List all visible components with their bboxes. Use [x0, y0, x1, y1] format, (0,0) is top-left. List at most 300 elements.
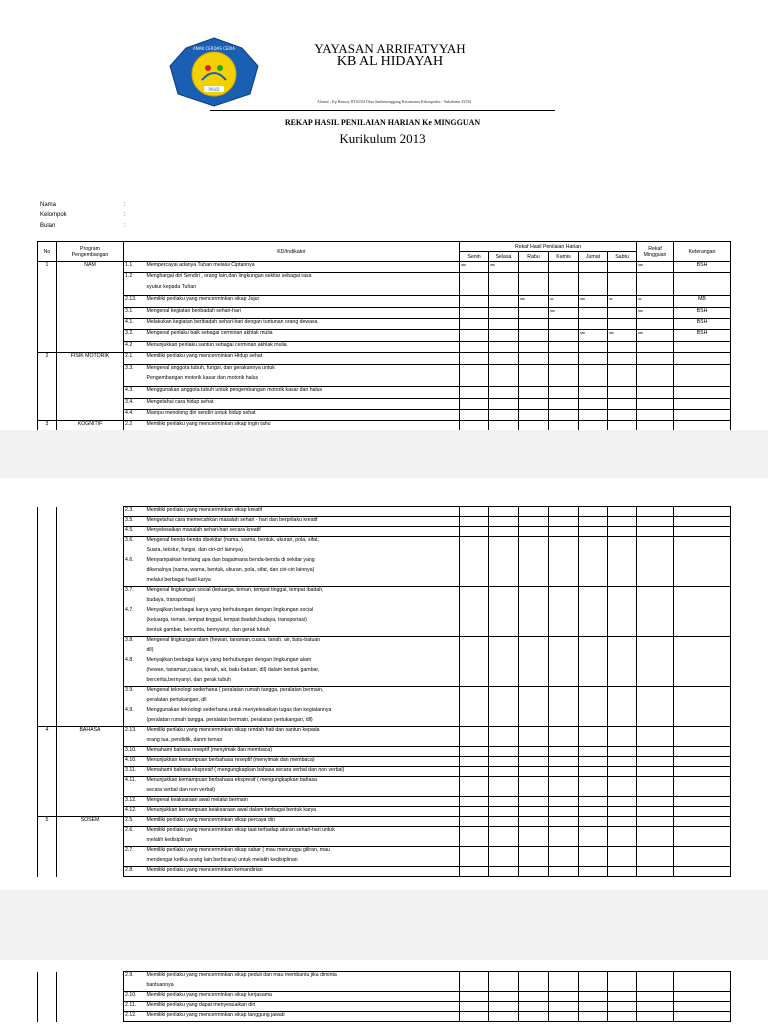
weekly-score-cell[interactable]: [637, 517, 674, 527]
day-score-cell[interactable]: [608, 687, 637, 697]
keterangan-cell[interactable]: [674, 787, 731, 797]
day-score-cell[interactable]: [579, 273, 608, 284]
day-score-cell[interactable]: [489, 807, 519, 817]
weekly-score-cell[interactable]: [637, 807, 674, 817]
day-score-cell[interactable]: [519, 597, 549, 607]
day-score-cell[interactable]: [489, 296, 519, 307]
keterangan-cell[interactable]: [674, 410, 731, 421]
day-score-cell[interactable]: [460, 398, 489, 409]
day-score-cell[interactable]: [519, 284, 549, 295]
day-score-cell[interactable]: [489, 1002, 519, 1012]
keterangan-cell[interactable]: [674, 737, 731, 747]
day-score-cell[interactable]: [549, 567, 579, 577]
day-score-cell[interactable]: [489, 557, 519, 567]
day-score-cell[interactable]: [460, 747, 489, 757]
day-score-cell[interactable]: [549, 687, 579, 697]
day-score-cell[interactable]: [579, 677, 608, 687]
day-score-cell[interactable]: [519, 637, 549, 647]
day-score-cell[interactable]: [608, 837, 637, 847]
day-score-cell[interactable]: [489, 677, 519, 687]
day-score-cell[interactable]: [460, 817, 489, 827]
keterangan-cell[interactable]: [674, 507, 731, 517]
weekly-score-cell[interactable]: [637, 330, 674, 341]
day-score-cell[interactable]: [489, 757, 519, 767]
day-score-cell[interactable]: [489, 1012, 519, 1022]
keterangan-cell[interactable]: [674, 972, 731, 982]
keterangan-cell[interactable]: [674, 527, 731, 537]
day-score-cell[interactable]: [460, 837, 489, 847]
day-score-cell[interactable]: [608, 797, 637, 807]
day-score-cell[interactable]: [519, 982, 549, 992]
weekly-score-cell[interactable]: [637, 687, 674, 697]
day-score-cell[interactable]: [519, 330, 549, 341]
day-score-cell[interactable]: [579, 697, 608, 707]
keterangan-cell[interactable]: [674, 647, 731, 657]
day-score-cell[interactable]: [519, 577, 549, 587]
day-score-cell[interactable]: [579, 992, 608, 1002]
keterangan-cell[interactable]: [674, 857, 731, 867]
weekly-score-cell[interactable]: [637, 557, 674, 567]
day-score-cell[interactable]: [579, 284, 608, 295]
day-score-cell[interactable]: [549, 547, 579, 557]
day-score-cell[interactable]: [608, 421, 637, 430]
keterangan-cell[interactable]: [674, 353, 731, 364]
day-score-cell[interactable]: [519, 375, 549, 386]
keterangan-cell[interactable]: [674, 717, 731, 727]
day-score-cell[interactable]: [489, 547, 519, 557]
day-score-cell[interactable]: [549, 717, 579, 727]
weekly-score-cell[interactable]: [637, 262, 674, 273]
day-score-cell[interactable]: [549, 837, 579, 847]
day-score-cell[interactable]: [460, 273, 489, 284]
day-score-cell[interactable]: [519, 410, 549, 421]
day-score-cell[interactable]: [549, 557, 579, 567]
weekly-score-cell[interactable]: [637, 667, 674, 677]
day-score-cell[interactable]: [608, 375, 637, 386]
keterangan-cell[interactable]: [674, 517, 731, 527]
day-score-cell[interactable]: [579, 387, 608, 398]
day-score-cell[interactable]: [549, 607, 579, 617]
day-score-cell[interactable]: [519, 587, 549, 597]
day-score-cell[interactable]: [608, 717, 637, 727]
day-score-cell[interactable]: [460, 318, 489, 329]
day-score-cell[interactable]: [519, 847, 549, 857]
day-score-cell[interactable]: [460, 410, 489, 421]
day-score-cell[interactable]: [579, 827, 608, 837]
day-score-cell[interactable]: [460, 627, 489, 637]
day-score-cell[interactable]: [608, 747, 637, 757]
day-score-cell[interactable]: [608, 757, 637, 767]
keterangan-cell[interactable]: [674, 797, 731, 807]
keterangan-cell[interactable]: [674, 657, 731, 667]
keterangan-cell[interactable]: [674, 627, 731, 637]
day-score-cell[interactable]: [549, 421, 579, 430]
day-score-cell[interactable]: [489, 507, 519, 517]
day-score-cell[interactable]: [579, 617, 608, 627]
day-score-cell[interactable]: [489, 787, 519, 797]
day-score-cell[interactable]: [489, 364, 519, 375]
day-score-cell[interactable]: [608, 817, 637, 827]
day-score-cell[interactable]: [519, 527, 549, 537]
day-score-cell[interactable]: [489, 341, 519, 352]
day-score-cell[interactable]: [519, 657, 549, 667]
day-score-cell[interactable]: [579, 667, 608, 677]
day-score-cell[interactable]: [489, 657, 519, 667]
day-score-cell[interactable]: [519, 617, 549, 627]
day-score-cell[interactable]: [608, 697, 637, 707]
day-score-cell[interactable]: [549, 410, 579, 421]
day-score-cell[interactable]: [489, 398, 519, 409]
keterangan-cell[interactable]: [674, 827, 731, 837]
day-score-cell[interactable]: [519, 697, 549, 707]
weekly-score-cell[interactable]: [637, 273, 674, 284]
keterangan-cell[interactable]: MB: [674, 296, 731, 307]
day-score-cell[interactable]: [519, 972, 549, 982]
weekly-score-cell[interactable]: [637, 567, 674, 577]
day-score-cell[interactable]: [460, 972, 489, 982]
day-score-cell[interactable]: [579, 577, 608, 587]
day-score-cell[interactable]: [489, 318, 519, 329]
day-score-cell[interactable]: [519, 353, 549, 364]
day-score-cell[interactable]: [579, 410, 608, 421]
day-score-cell[interactable]: [579, 330, 608, 341]
day-score-cell[interactable]: [460, 387, 489, 398]
day-score-cell[interactable]: [608, 517, 637, 527]
weekly-score-cell[interactable]: [637, 657, 674, 667]
day-score-cell[interactable]: [549, 517, 579, 527]
day-score-cell[interactable]: [579, 757, 608, 767]
day-score-cell[interactable]: [460, 364, 489, 375]
day-score-cell[interactable]: [579, 627, 608, 637]
day-score-cell[interactable]: [460, 507, 489, 517]
day-score-cell[interactable]: [489, 527, 519, 537]
day-score-cell[interactable]: [549, 857, 579, 867]
weekly-score-cell[interactable]: [637, 284, 674, 295]
day-score-cell[interactable]: [608, 867, 637, 877]
day-score-cell[interactable]: [489, 827, 519, 837]
day-score-cell[interactable]: [460, 637, 489, 647]
day-score-cell[interactable]: [549, 262, 579, 273]
day-score-cell[interactable]: [549, 787, 579, 797]
day-score-cell[interactable]: [549, 847, 579, 857]
day-score-cell[interactable]: [460, 992, 489, 1002]
weekly-score-cell[interactable]: [637, 717, 674, 727]
day-score-cell[interactable]: [549, 707, 579, 717]
day-score-cell[interactable]: [549, 507, 579, 517]
day-score-cell[interactable]: [489, 627, 519, 637]
day-score-cell[interactable]: [549, 537, 579, 547]
day-score-cell[interactable]: [549, 364, 579, 375]
day-score-cell[interactable]: [579, 307, 608, 318]
day-score-cell[interactable]: [608, 607, 637, 617]
weekly-score-cell[interactable]: [637, 296, 674, 307]
day-score-cell[interactable]: [549, 747, 579, 757]
day-score-cell[interactable]: [460, 737, 489, 747]
day-score-cell[interactable]: [608, 547, 637, 557]
day-score-cell[interactable]: [579, 1002, 608, 1012]
weekly-score-cell[interactable]: [637, 857, 674, 867]
weekly-score-cell[interactable]: [637, 797, 674, 807]
day-score-cell[interactable]: [519, 1012, 549, 1022]
day-score-cell[interactable]: [489, 797, 519, 807]
day-score-cell[interactable]: [489, 717, 519, 727]
day-score-cell[interactable]: [608, 307, 637, 318]
day-score-cell[interactable]: [460, 727, 489, 737]
day-score-cell[interactable]: [579, 547, 608, 557]
keterangan-cell[interactable]: [674, 617, 731, 627]
day-score-cell[interactable]: [549, 867, 579, 877]
day-score-cell[interactable]: [549, 737, 579, 747]
day-score-cell[interactable]: [608, 727, 637, 737]
day-score-cell[interactable]: [579, 637, 608, 647]
day-score-cell[interactable]: [489, 587, 519, 597]
day-score-cell[interactable]: [608, 847, 637, 857]
day-score-cell[interactable]: [460, 341, 489, 352]
day-score-cell[interactable]: [608, 787, 637, 797]
keterangan-cell[interactable]: [674, 364, 731, 375]
weekly-score-cell[interactable]: [637, 747, 674, 757]
day-score-cell[interactable]: [608, 637, 637, 647]
day-score-cell[interactable]: [549, 296, 579, 307]
day-score-cell[interactable]: [489, 747, 519, 757]
day-score-cell[interactable]: [579, 607, 608, 617]
day-score-cell[interactable]: [460, 296, 489, 307]
day-score-cell[interactable]: [519, 1002, 549, 1012]
day-score-cell[interactable]: [579, 777, 608, 787]
day-score-cell[interactable]: [579, 587, 608, 597]
weekly-score-cell[interactable]: [637, 398, 674, 409]
day-score-cell[interactable]: [549, 1002, 579, 1012]
keterangan-cell[interactable]: [674, 847, 731, 857]
day-score-cell[interactable]: [460, 353, 489, 364]
weekly-score-cell[interactable]: [637, 637, 674, 647]
day-score-cell[interactable]: [608, 1012, 637, 1022]
weekly-score-cell[interactable]: [637, 817, 674, 827]
day-score-cell[interactable]: [549, 330, 579, 341]
day-score-cell[interactable]: [460, 1002, 489, 1012]
day-score-cell[interactable]: [519, 507, 549, 517]
day-score-cell[interactable]: [608, 857, 637, 867]
weekly-score-cell[interactable]: [637, 1002, 674, 1012]
weekly-score-cell[interactable]: [637, 1012, 674, 1022]
day-score-cell[interactable]: [549, 677, 579, 687]
day-score-cell[interactable]: [579, 797, 608, 807]
day-score-cell[interactable]: [608, 353, 637, 364]
day-score-cell[interactable]: [460, 617, 489, 627]
day-score-cell[interactable]: [549, 307, 579, 318]
weekly-score-cell[interactable]: [637, 697, 674, 707]
day-score-cell[interactable]: [579, 527, 608, 537]
keterangan-cell[interactable]: [674, 697, 731, 707]
day-score-cell[interactable]: [489, 847, 519, 857]
keterangan-cell[interactable]: [674, 398, 731, 409]
day-score-cell[interactable]: [460, 307, 489, 318]
day-score-cell[interactable]: [489, 517, 519, 527]
day-score-cell[interactable]: [489, 330, 519, 341]
day-score-cell[interactable]: [579, 341, 608, 352]
day-score-cell[interactable]: [579, 817, 608, 827]
day-score-cell[interactable]: [519, 807, 549, 817]
day-score-cell[interactable]: [460, 757, 489, 767]
weekly-score-cell[interactable]: [637, 375, 674, 386]
day-score-cell[interactable]: [460, 857, 489, 867]
day-score-cell[interactable]: [579, 837, 608, 847]
keterangan-cell[interactable]: [674, 757, 731, 767]
day-score-cell[interactable]: [489, 567, 519, 577]
day-score-cell[interactable]: [519, 421, 549, 430]
keterangan-cell[interactable]: [674, 992, 731, 1002]
day-score-cell[interactable]: [549, 353, 579, 364]
day-score-cell[interactable]: [608, 567, 637, 577]
day-score-cell[interactable]: [460, 982, 489, 992]
day-score-cell[interactable]: [519, 797, 549, 807]
keterangan-cell[interactable]: [674, 767, 731, 777]
day-score-cell[interactable]: [489, 607, 519, 617]
day-score-cell[interactable]: [549, 387, 579, 398]
weekly-score-cell[interactable]: [637, 364, 674, 375]
day-score-cell[interactable]: [549, 577, 579, 587]
weekly-score-cell[interactable]: [637, 767, 674, 777]
day-score-cell[interactable]: [460, 787, 489, 797]
day-score-cell[interactable]: [608, 647, 637, 657]
day-score-cell[interactable]: [519, 767, 549, 777]
weekly-score-cell[interactable]: [637, 318, 674, 329]
day-score-cell[interactable]: [608, 262, 637, 273]
day-score-cell[interactable]: [460, 262, 489, 273]
day-score-cell[interactable]: [608, 982, 637, 992]
day-score-cell[interactable]: [608, 1002, 637, 1012]
day-score-cell[interactable]: [519, 273, 549, 284]
weekly-score-cell[interactable]: [637, 410, 674, 421]
weekly-score-cell[interactable]: [637, 847, 674, 857]
day-score-cell[interactable]: [489, 375, 519, 386]
day-score-cell[interactable]: [489, 647, 519, 657]
day-score-cell[interactable]: [519, 737, 549, 747]
day-score-cell[interactable]: [549, 587, 579, 597]
day-score-cell[interactable]: [608, 657, 637, 667]
day-score-cell[interactable]: [579, 1012, 608, 1022]
day-score-cell[interactable]: [579, 567, 608, 577]
day-score-cell[interactable]: [519, 787, 549, 797]
day-score-cell[interactable]: [579, 647, 608, 657]
day-score-cell[interactable]: [608, 410, 637, 421]
weekly-score-cell[interactable]: [637, 353, 674, 364]
day-score-cell[interactable]: [549, 797, 579, 807]
day-score-cell[interactable]: [608, 777, 637, 787]
day-score-cell[interactable]: [579, 857, 608, 867]
day-score-cell[interactable]: [579, 982, 608, 992]
keterangan-cell[interactable]: [674, 677, 731, 687]
day-score-cell[interactable]: [549, 827, 579, 837]
day-score-cell[interactable]: [519, 757, 549, 767]
keterangan-cell[interactable]: [674, 421, 731, 430]
day-score-cell[interactable]: [549, 273, 579, 284]
weekly-score-cell[interactable]: [637, 777, 674, 787]
day-score-cell[interactable]: [579, 375, 608, 386]
keterangan-cell[interactable]: [674, 837, 731, 847]
day-score-cell[interactable]: [460, 767, 489, 777]
keterangan-cell[interactable]: [674, 567, 731, 577]
day-score-cell[interactable]: [460, 567, 489, 577]
day-score-cell[interactable]: [608, 557, 637, 567]
weekly-score-cell[interactable]: [637, 867, 674, 877]
day-score-cell[interactable]: [519, 687, 549, 697]
day-score-cell[interactable]: [549, 375, 579, 386]
keterangan-cell[interactable]: [674, 637, 731, 647]
day-score-cell[interactable]: [519, 837, 549, 847]
day-score-cell[interactable]: [489, 577, 519, 587]
weekly-score-cell[interactable]: [637, 421, 674, 430]
day-score-cell[interactable]: [519, 387, 549, 398]
day-score-cell[interactable]: [460, 807, 489, 817]
day-score-cell[interactable]: [608, 807, 637, 817]
keterangan-cell[interactable]: [674, 807, 731, 817]
day-score-cell[interactable]: [549, 341, 579, 352]
weekly-score-cell[interactable]: [637, 647, 674, 657]
day-score-cell[interactable]: [579, 657, 608, 667]
day-score-cell[interactable]: [489, 767, 519, 777]
day-score-cell[interactable]: [608, 273, 637, 284]
keterangan-cell[interactable]: BSH: [674, 318, 731, 329]
weekly-score-cell[interactable]: [637, 737, 674, 747]
day-score-cell[interactable]: [579, 318, 608, 329]
day-score-cell[interactable]: [460, 797, 489, 807]
day-score-cell[interactable]: [519, 647, 549, 657]
day-score-cell[interactable]: [608, 527, 637, 537]
day-score-cell[interactable]: [489, 837, 519, 847]
day-score-cell[interactable]: [460, 547, 489, 557]
day-score-cell[interactable]: [460, 867, 489, 877]
keterangan-cell[interactable]: BSH: [674, 262, 731, 273]
day-score-cell[interactable]: [549, 982, 579, 992]
day-score-cell[interactable]: [579, 364, 608, 375]
weekly-score-cell[interactable]: [637, 787, 674, 797]
day-score-cell[interactable]: [519, 727, 549, 737]
day-score-cell[interactable]: [489, 307, 519, 318]
day-score-cell[interactable]: [608, 617, 637, 627]
day-score-cell[interactable]: [460, 607, 489, 617]
day-score-cell[interactable]: [549, 637, 579, 647]
day-score-cell[interactable]: [519, 537, 549, 547]
keterangan-cell[interactable]: [674, 284, 731, 295]
day-score-cell[interactable]: [549, 697, 579, 707]
weekly-score-cell[interactable]: [637, 727, 674, 737]
day-score-cell[interactable]: [608, 387, 637, 398]
day-score-cell[interactable]: [519, 992, 549, 1002]
day-score-cell[interactable]: [460, 597, 489, 607]
day-score-cell[interactable]: [549, 807, 579, 817]
day-score-cell[interactable]: [549, 1012, 579, 1022]
day-score-cell[interactable]: [519, 867, 549, 877]
day-score-cell[interactable]: [608, 577, 637, 587]
keterangan-cell[interactable]: [674, 607, 731, 617]
day-score-cell[interactable]: [608, 992, 637, 1002]
day-score-cell[interactable]: [519, 627, 549, 637]
day-score-cell[interactable]: [489, 982, 519, 992]
day-score-cell[interactable]: [519, 557, 549, 567]
day-score-cell[interactable]: [579, 421, 608, 430]
day-score-cell[interactable]: [549, 627, 579, 637]
day-score-cell[interactable]: [519, 517, 549, 527]
day-score-cell[interactable]: [579, 737, 608, 747]
weekly-score-cell[interactable]: [637, 387, 674, 398]
day-score-cell[interactable]: [489, 597, 519, 607]
day-score-cell[interactable]: [549, 617, 579, 627]
keterangan-cell[interactable]: [674, 747, 731, 757]
keterangan-cell[interactable]: [674, 557, 731, 567]
weekly-score-cell[interactable]: [637, 527, 674, 537]
weekly-score-cell[interactable]: [637, 617, 674, 627]
